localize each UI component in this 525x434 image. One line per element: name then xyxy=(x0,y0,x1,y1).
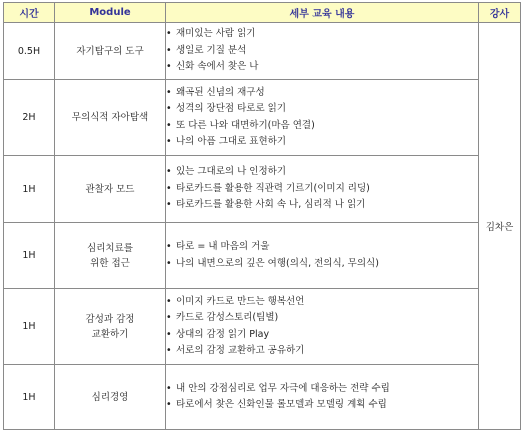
bullet-icon: • xyxy=(166,103,172,115)
list-item xyxy=(166,43,478,60)
table-row xyxy=(4,365,521,430)
session-time: 1H xyxy=(4,156,55,223)
list-item xyxy=(166,197,478,214)
bullet-icon: • xyxy=(166,382,172,394)
list-item-text: 타로카드를 활용한 직관력 기르기(이미지 리딩) xyxy=(176,182,370,194)
list-item xyxy=(166,256,478,273)
list-item xyxy=(166,343,478,360)
instructor-name: 김차은 xyxy=(479,23,521,430)
list-item-text: 카드로 감성스토리(팀별) xyxy=(176,312,279,324)
list-item-text: 이미지 카드로 만드는 행복선언 xyxy=(176,295,305,307)
curriculum-table xyxy=(3,2,521,430)
bullet-icon: • xyxy=(166,328,172,340)
table-row xyxy=(4,222,521,289)
session-time: 1H xyxy=(4,289,55,365)
module-name xyxy=(55,289,166,365)
list-item xyxy=(166,59,478,76)
list-item xyxy=(166,397,478,414)
bullet-icon: • xyxy=(166,199,172,211)
module-name-line: 심리치료를 xyxy=(87,242,133,254)
list-item-text: 타로카드를 활용한 사회 속 나, 심리적 나 읽기 xyxy=(176,199,366,211)
content-cell xyxy=(166,156,479,223)
module-name-line: 관찰자 모드 xyxy=(85,183,135,195)
list-item-text: 신화 속에서 찾은 나 xyxy=(176,61,259,73)
header-time: 시간 xyxy=(4,3,55,23)
content-list xyxy=(166,85,478,151)
bullet-icon: • xyxy=(166,257,172,269)
header-module: Module xyxy=(55,3,166,23)
list-item xyxy=(166,26,478,43)
list-item-text: 생일로 기질 분석 xyxy=(176,44,247,56)
list-item xyxy=(166,381,478,398)
header-instructor: 강사 xyxy=(479,3,521,23)
list-item-text: 왜곡된 신념의 재구성 xyxy=(176,86,265,98)
content-list xyxy=(166,164,478,214)
list-item-text: 서로의 감정 교환하고 공유하기 xyxy=(176,345,305,357)
content-cell xyxy=(166,80,479,156)
module-name-line: 감성과 감정 xyxy=(85,313,135,325)
content-cell xyxy=(166,23,479,80)
bullet-icon: • xyxy=(166,119,172,131)
list-item xyxy=(166,310,478,327)
bullet-icon: • xyxy=(166,136,172,148)
list-item xyxy=(166,239,478,256)
content-cell xyxy=(166,222,479,289)
module-name xyxy=(55,23,166,80)
list-item-text: 나의 아픔 그대로 표현하기 xyxy=(176,136,287,148)
module-name-line: 심리경영 xyxy=(91,391,129,403)
list-item xyxy=(166,101,478,118)
session-time: 1H xyxy=(4,222,55,289)
module-name xyxy=(55,80,166,156)
header-content: 세부 교육 내용 xyxy=(166,3,479,23)
module-name xyxy=(55,156,166,223)
module-name xyxy=(55,222,166,289)
bullet-icon: • xyxy=(166,312,172,324)
table-row xyxy=(4,156,521,223)
bullet-icon: • xyxy=(166,166,172,178)
session-time: 2H xyxy=(4,80,55,156)
list-item xyxy=(166,85,478,102)
table-row xyxy=(4,289,521,365)
bullet-icon: • xyxy=(166,44,172,56)
session-time: 0.5H xyxy=(4,23,55,80)
list-item xyxy=(166,327,478,344)
list-item-text: 타로 = 내 마음의 거울 xyxy=(176,241,270,253)
content-list xyxy=(166,26,478,76)
content-cell xyxy=(166,289,479,365)
list-item-text: 있는 그대로의 나 인정하기 xyxy=(176,166,287,178)
list-item-text: 성격의 장단점 타로로 읽기 xyxy=(176,103,287,115)
list-item xyxy=(166,164,478,181)
list-item-text: 나의 내면으로의 깊은 여행(의식, 전의식, 무의식) xyxy=(176,257,379,269)
table-row xyxy=(4,80,521,156)
bullet-icon: • xyxy=(166,28,172,40)
table-row xyxy=(4,23,521,80)
curriculum-body xyxy=(4,23,521,430)
module-name-line: 무의식적 자아탐색 xyxy=(71,112,149,124)
bullet-icon: • xyxy=(166,86,172,98)
bullet-icon: • xyxy=(166,182,172,194)
list-item-text: 타로에서 찾은 신화인물 롤모델과 모델링 계획 수립 xyxy=(176,399,387,411)
bullet-icon: • xyxy=(166,399,172,411)
list-item xyxy=(166,294,478,311)
content-list xyxy=(166,381,478,414)
bullet-icon: • xyxy=(166,61,172,73)
list-item xyxy=(166,134,478,151)
list-item-text: 재미있는 사람 읽기 xyxy=(176,28,256,40)
module-name-line: 자기탐구의 도구 xyxy=(76,45,144,57)
list-item xyxy=(166,118,478,135)
content-cell xyxy=(166,365,479,430)
header-row xyxy=(4,3,521,23)
content-list xyxy=(166,294,478,360)
content-list xyxy=(166,239,478,272)
session-time: 1H xyxy=(4,365,55,430)
module-name-line: 위한 접근 xyxy=(90,257,130,269)
module-name-line: 교환하기 xyxy=(91,328,129,340)
list-item-text: 상대의 감정 읽기 Play xyxy=(176,328,270,340)
bullet-icon: • xyxy=(166,241,172,253)
bullet-icon: • xyxy=(166,345,172,357)
list-item xyxy=(166,181,478,198)
list-item-text: 또 다른 나와 대면하기(마음 연결) xyxy=(176,119,315,131)
bullet-icon: • xyxy=(166,295,172,307)
module-name xyxy=(55,365,166,430)
list-item-text: 내 안의 강점심리로 업무 자극에 대응하는 전략 수립 xyxy=(176,382,390,394)
